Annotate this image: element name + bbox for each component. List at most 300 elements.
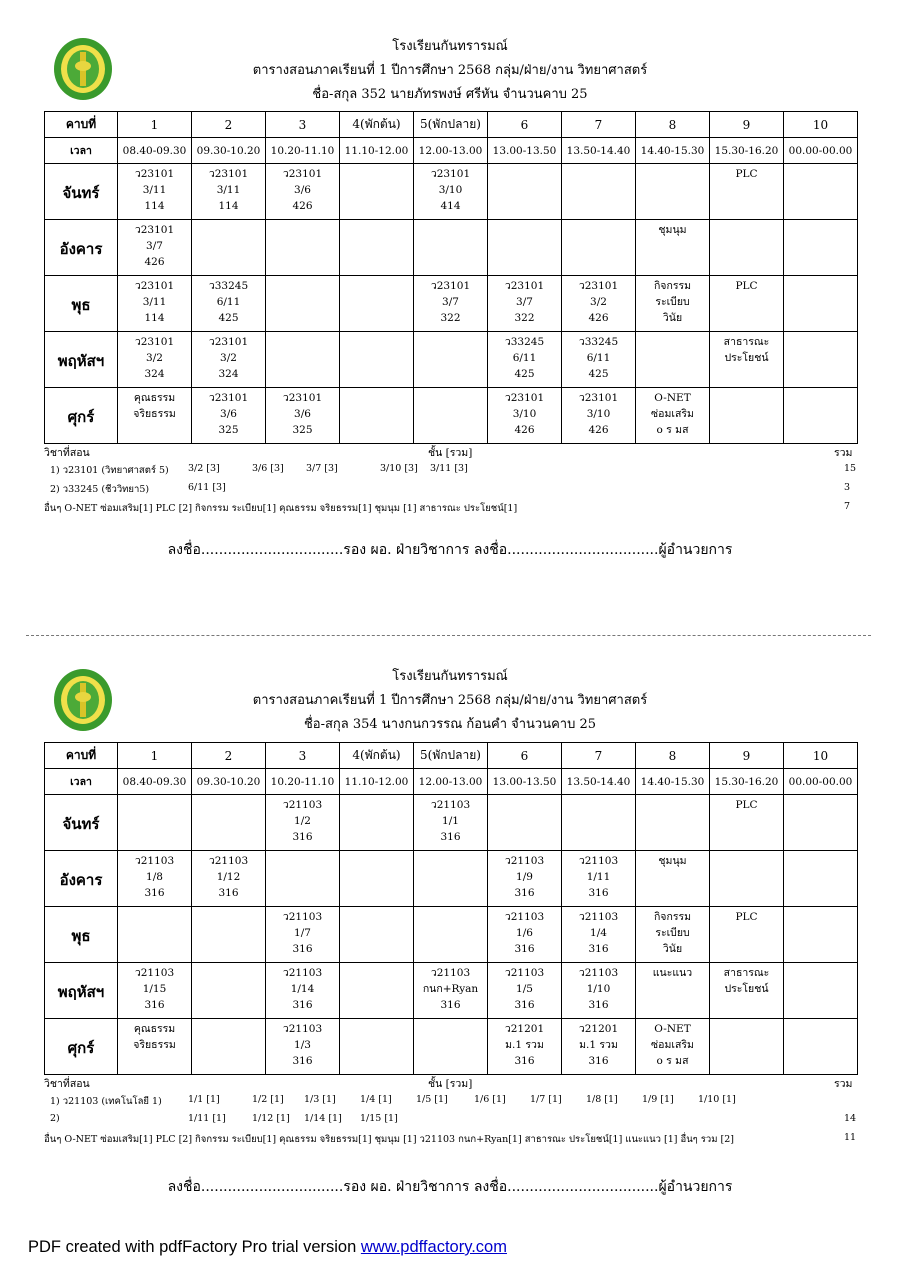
period-time: 13.00-13.50 bbox=[488, 138, 562, 164]
cell-line: 425 bbox=[514, 368, 535, 380]
cell-line: ว21103 bbox=[578, 911, 619, 923]
schedule-cell bbox=[266, 388, 340, 444]
cell-line: ชุมนุม bbox=[658, 224, 687, 236]
cell-line: 114 bbox=[218, 200, 239, 212]
period-number: 1 bbox=[118, 743, 192, 769]
cell-line: ว33245 bbox=[504, 336, 545, 348]
schedule-cell bbox=[340, 164, 414, 220]
summary-class: 1/10 [1] bbox=[698, 1094, 736, 1105]
schedule-cell bbox=[562, 220, 636, 276]
period-number: 8 bbox=[636, 112, 710, 138]
schedule-cell bbox=[118, 332, 192, 388]
schedule-cell bbox=[192, 795, 266, 851]
schedule-cell bbox=[414, 276, 488, 332]
schedule-cell bbox=[710, 1019, 784, 1075]
schedule-cell bbox=[192, 276, 266, 332]
cell-line: PLC bbox=[735, 799, 758, 811]
schedule-cell bbox=[784, 907, 858, 963]
period-time: 11.10-12.00 bbox=[340, 769, 414, 795]
cell-line: ว21103 bbox=[578, 967, 619, 979]
schedule-cell bbox=[488, 220, 562, 276]
cell-line: ว21103 bbox=[282, 967, 323, 979]
cell-line: PLC bbox=[735, 911, 758, 923]
schedule-cell bbox=[784, 388, 858, 444]
timetable-subtitle: ตารางสอนภาคเรียนที่ 1 ปีการศึกษา 2568 กลุ่ม/ฝ่าย/งาน วิทยาศาสตร์ bbox=[252, 63, 648, 78]
cell-line: 1/5 bbox=[516, 983, 533, 995]
schedule-cell bbox=[266, 220, 340, 276]
schedule-cell bbox=[340, 276, 414, 332]
summary-class: 6/11 [3] bbox=[188, 482, 226, 493]
period-header-row bbox=[45, 743, 858, 769]
schedule-cell bbox=[118, 963, 192, 1019]
period-number: 4(พักต้น) bbox=[340, 112, 414, 138]
cell-line: จริยธรรม bbox=[133, 1039, 176, 1051]
cell-line: 316 bbox=[292, 943, 313, 955]
schedule-cell bbox=[636, 164, 710, 220]
cell-line: ว21103 bbox=[504, 967, 545, 979]
schedule-cell bbox=[192, 332, 266, 388]
period-number: 2 bbox=[192, 743, 266, 769]
summary-class: 1/5 [1] bbox=[416, 1094, 448, 1105]
period-time: 09.30-10.20 bbox=[192, 138, 266, 164]
cell-line: ว21103 bbox=[282, 911, 323, 923]
schedule-cell bbox=[340, 795, 414, 851]
cell-line: ว21103 bbox=[134, 855, 175, 867]
schedule-cell bbox=[562, 907, 636, 963]
schedule-cell bbox=[710, 795, 784, 851]
cell-line: ว21201 bbox=[578, 1023, 619, 1035]
schedule-cell bbox=[784, 795, 858, 851]
cell-line: O-NET bbox=[654, 392, 691, 404]
day-name: ศุกร์ bbox=[45, 1019, 118, 1075]
cell-line: ประโยชน์ bbox=[724, 983, 769, 995]
cell-line: ว23101 bbox=[208, 168, 249, 180]
day-row bbox=[45, 164, 858, 220]
cell-line: ว21103 bbox=[430, 967, 471, 979]
day-name: จันทร์ bbox=[45, 164, 118, 220]
day-name: อังคาร bbox=[45, 220, 118, 276]
summary-total: 11 bbox=[844, 1132, 857, 1143]
schedule-cell bbox=[562, 276, 636, 332]
summary-header-subject: วิชาที่สอน bbox=[44, 447, 90, 459]
cell-line: 426 bbox=[588, 312, 609, 324]
schedule-cell bbox=[340, 907, 414, 963]
schedule-cell bbox=[192, 220, 266, 276]
cell-line: ว23101 bbox=[282, 392, 323, 404]
period-number: 6 bbox=[488, 112, 562, 138]
period-number: 3 bbox=[266, 112, 340, 138]
cell-line: O-NET bbox=[654, 1023, 691, 1035]
summary-class: 3/7 [3] bbox=[306, 463, 338, 474]
pdffactory-link[interactable]: www.pdffactory.com bbox=[360, 1238, 507, 1256]
period-time: 12.00-13.00 bbox=[414, 769, 488, 795]
timetable-grid bbox=[44, 742, 858, 1075]
cell-line: ว23101 bbox=[504, 280, 545, 292]
cell-line: 3/7 bbox=[516, 296, 533, 308]
teacher-line: ชื่อ-สกุล 352 นายภัทรพงษ์ ศรีหัน จำนวนคาบ 25 bbox=[312, 87, 588, 102]
day-row bbox=[45, 220, 858, 276]
day-name: พฤหัสฯ bbox=[45, 963, 118, 1019]
schedule-cell bbox=[414, 795, 488, 851]
schedule-cell bbox=[710, 963, 784, 1019]
cell-line: 6/11 bbox=[216, 296, 241, 308]
schedule-cell bbox=[710, 164, 784, 220]
cell-line: 324 bbox=[218, 368, 239, 380]
cell-line: วินัย bbox=[662, 943, 683, 955]
summary-total: 3 bbox=[844, 482, 851, 493]
cell-line: PLC bbox=[735, 280, 758, 292]
schedule-cell bbox=[636, 795, 710, 851]
period-time: 13.50-14.40 bbox=[562, 769, 636, 795]
cell-line: 316 bbox=[440, 999, 461, 1011]
period-time: 15.30-16.20 bbox=[710, 769, 784, 795]
period-number: 8 bbox=[636, 743, 710, 769]
cell-line: ว23101 bbox=[134, 224, 175, 236]
timetable-grid bbox=[44, 111, 858, 444]
summary-total: 14 bbox=[844, 1113, 857, 1124]
cell-line: 3/7 bbox=[442, 296, 459, 308]
schedule-cell bbox=[118, 164, 192, 220]
schedule-cell bbox=[414, 332, 488, 388]
summary-class: 3/11 [3] bbox=[430, 463, 468, 474]
cell-line: ว23101 bbox=[282, 168, 323, 180]
period-number: 9 bbox=[710, 112, 784, 138]
summary-class: 1/11 [1] bbox=[188, 1113, 226, 1124]
cell-line: ระเบียบ bbox=[655, 927, 690, 939]
cell-line: 322 bbox=[440, 312, 461, 324]
schedule-cell bbox=[784, 220, 858, 276]
cell-line: 1/14 bbox=[290, 983, 315, 995]
period-time: 13.50-14.40 bbox=[562, 138, 636, 164]
summary-class: 3/10 [3] bbox=[380, 463, 418, 474]
cell-line: 316 bbox=[514, 1055, 535, 1067]
cell-line: ว23101 bbox=[578, 392, 619, 404]
cell-line: ม.1 รวม bbox=[579, 1039, 618, 1051]
schedule-cell bbox=[192, 963, 266, 1019]
cell-line: o ร มส bbox=[656, 424, 689, 436]
period-time: 13.00-13.50 bbox=[488, 769, 562, 795]
schedule-cell bbox=[340, 332, 414, 388]
cell-line: 1/1 bbox=[442, 815, 459, 827]
day-name: ศุกร์ bbox=[45, 388, 118, 444]
day-name: พุธ bbox=[45, 276, 118, 332]
cell-line: 316 bbox=[514, 943, 535, 955]
cell-line: 316 bbox=[588, 943, 609, 955]
cell-line: ว23101 bbox=[430, 168, 471, 180]
summary-class: 1/3 [1] bbox=[304, 1094, 336, 1105]
schedule-cell bbox=[636, 388, 710, 444]
teaching-summary bbox=[44, 441, 855, 517]
summary-class: 1/4 [1] bbox=[360, 1094, 392, 1105]
cell-line: ซ่อมเสริม bbox=[651, 1039, 694, 1051]
summary-subject: 1) ว21103 (เทคโนโลยี 1) bbox=[50, 1096, 162, 1107]
schedule-cell bbox=[488, 907, 562, 963]
schedule-cell bbox=[266, 164, 340, 220]
schedule-cell bbox=[118, 220, 192, 276]
schedule-cell bbox=[636, 1019, 710, 1075]
summary-subject: อื่นๆ O-NET ซ่อมเสริม[1] PLC [2] กิจกรรม ระเบียบ[1] คุณธรรม จริยธรรม[1] ชุมนุม [1] สาธารณะ ประโยชน์[1] bbox=[44, 503, 518, 514]
cell-line: 1/15 bbox=[142, 983, 167, 995]
cell-line: 3/6 bbox=[294, 408, 311, 420]
period-time: 10.20-11.10 bbox=[266, 769, 340, 795]
schedule-cell bbox=[488, 851, 562, 907]
cell-line: สาธารณะ bbox=[723, 967, 770, 979]
schedule-cell bbox=[488, 164, 562, 220]
summary-class: 1/1 [1] bbox=[188, 1094, 220, 1105]
period-number: 10 bbox=[784, 743, 858, 769]
cell-line: PLC bbox=[735, 168, 758, 180]
cell-line: ว21103 bbox=[282, 1023, 323, 1035]
cell-line: ว21103 bbox=[430, 799, 471, 811]
signature-line: ลงชื่อ................................รอง ผอ. ฝ่ายวิชาการ ลงชื่อ..................................ผู้อำนวยการ bbox=[167, 542, 733, 558]
period-number: 1 bbox=[118, 112, 192, 138]
period-time: 12.00-13.00 bbox=[414, 138, 488, 164]
cell-line: 1/11 bbox=[586, 871, 611, 883]
schedule-cell bbox=[414, 1019, 488, 1075]
schedule-cell bbox=[414, 164, 488, 220]
footer-text: PDF created with pdfFactory Pro trial version bbox=[28, 1238, 361, 1256]
schedule-cell bbox=[710, 388, 784, 444]
cell-line: วินัย bbox=[662, 312, 683, 324]
day-row bbox=[45, 851, 858, 907]
summary-class: 1/6 [1] bbox=[474, 1094, 506, 1105]
schedule-cell bbox=[266, 907, 340, 963]
cell-line: ว23101 bbox=[578, 280, 619, 292]
schedule-cell bbox=[340, 220, 414, 276]
schedule-cell bbox=[636, 276, 710, 332]
period-time: 00.00-00.00 bbox=[784, 138, 858, 164]
school-name: โรงเรียนกันทรารมณ์ bbox=[392, 669, 508, 684]
schedule-cell bbox=[192, 851, 266, 907]
cell-line: ว33245 bbox=[208, 280, 249, 292]
schedule-cell bbox=[192, 388, 266, 444]
teaching-summary bbox=[44, 1072, 855, 1148]
cell-line: 325 bbox=[218, 424, 239, 436]
cell-line: ว33245 bbox=[578, 336, 619, 348]
cell-line: ว23101 bbox=[208, 392, 249, 404]
schedule-cell bbox=[562, 164, 636, 220]
summary-header-subject: วิชาที่สอน bbox=[44, 1078, 90, 1090]
time-row bbox=[45, 138, 858, 164]
schedule-cell bbox=[266, 276, 340, 332]
cell-line: ว23101 bbox=[430, 280, 471, 292]
schedule-cell bbox=[266, 332, 340, 388]
summary-header-classes: ชั้น [รวม] bbox=[428, 447, 473, 459]
cell-line: 316 bbox=[514, 999, 535, 1011]
cell-line: 3/11 bbox=[142, 184, 167, 196]
summary-class: 3/6 [3] bbox=[252, 463, 284, 474]
schedule-cell bbox=[784, 1019, 858, 1075]
schedule-cell bbox=[266, 1019, 340, 1075]
period-time: 15.30-16.20 bbox=[710, 138, 784, 164]
schedule-cell bbox=[118, 795, 192, 851]
time-row bbox=[45, 769, 858, 795]
cell-line: ว21103 bbox=[282, 799, 323, 811]
cell-line: 6/11 bbox=[512, 352, 537, 364]
cell-line: 3/2 bbox=[220, 352, 237, 364]
summary-row bbox=[44, 460, 855, 479]
schedule-cell bbox=[266, 851, 340, 907]
cell-line: ว21103 bbox=[578, 855, 619, 867]
summary-class: 3/2 [3] bbox=[188, 463, 220, 474]
period-time: 14.40-15.30 bbox=[636, 138, 710, 164]
schedule-cell bbox=[488, 1019, 562, 1075]
cell-line: 6/11 bbox=[586, 352, 611, 364]
schedule-cell bbox=[118, 276, 192, 332]
cell-line: 426 bbox=[588, 424, 609, 436]
schedule-cell bbox=[118, 851, 192, 907]
schedule-cell bbox=[192, 907, 266, 963]
period-number: 5(พักปลาย) bbox=[414, 112, 488, 138]
period-number: 3 bbox=[266, 743, 340, 769]
day-name: พฤหัสฯ bbox=[45, 332, 118, 388]
summary-row bbox=[44, 498, 855, 517]
cell-line: ว23101 bbox=[134, 336, 175, 348]
cell-line: 316 bbox=[218, 887, 239, 899]
cell-line: 3/6 bbox=[294, 184, 311, 196]
cell-line: 316 bbox=[514, 887, 535, 899]
schedule-cell bbox=[340, 851, 414, 907]
day-row bbox=[45, 332, 858, 388]
period-number: 10 bbox=[784, 112, 858, 138]
cell-line: ว23101 bbox=[134, 280, 175, 292]
cell-line: ว21103 bbox=[208, 855, 249, 867]
signature-line: ลงชื่อ................................รอง ผอ. ฝ่ายวิชาการ ลงชื่อ..................................ผู้อำนวยการ bbox=[167, 1179, 733, 1195]
schedule-cell bbox=[266, 795, 340, 851]
cell-line: 1/2 bbox=[294, 815, 311, 827]
cell-line: 316 bbox=[588, 887, 609, 899]
cell-line: คุณธรรม bbox=[133, 1023, 176, 1035]
schedule-cell bbox=[414, 851, 488, 907]
summary-total: 7 bbox=[844, 501, 851, 512]
summary-header-total: รวม bbox=[834, 447, 853, 459]
period-time: 08.40-09.30 bbox=[118, 769, 192, 795]
schedule-cell bbox=[340, 1019, 414, 1075]
schedule-cell bbox=[636, 963, 710, 1019]
cell-line: 114 bbox=[144, 200, 165, 212]
cell-line: ว21103 bbox=[504, 911, 545, 923]
schedule-cell bbox=[562, 1019, 636, 1075]
period-number: 5(พักปลาย) bbox=[414, 743, 488, 769]
period-number: 7 bbox=[562, 743, 636, 769]
timetable-subtitle: ตารางสอนภาคเรียนที่ 1 ปีการศึกษา 2568 กลุ่ม/ฝ่าย/งาน วิทยาศาสตร์ bbox=[252, 693, 648, 708]
cell-line: 325 bbox=[292, 424, 313, 436]
period-header-row bbox=[45, 112, 858, 138]
schedule-cell bbox=[562, 795, 636, 851]
summary-total: 15 bbox=[844, 463, 857, 474]
cell-line: 114 bbox=[144, 312, 165, 324]
cell-line: กิจกรรม bbox=[653, 280, 692, 292]
period-time: 08.40-09.30 bbox=[118, 138, 192, 164]
period-time: 11.10-12.00 bbox=[340, 138, 414, 164]
schedule-cell bbox=[488, 332, 562, 388]
cell-line: 1/12 bbox=[216, 871, 241, 883]
period-label: คาบที่ bbox=[45, 743, 118, 769]
summary-row bbox=[44, 1110, 855, 1129]
cell-line: คุณธรรม bbox=[133, 392, 176, 404]
cell-line: ว21103 bbox=[134, 967, 175, 979]
schedule-cell bbox=[784, 332, 858, 388]
cell-line: 316 bbox=[144, 999, 165, 1011]
schedule-cell bbox=[266, 963, 340, 1019]
period-time: 00.00-00.00 bbox=[784, 769, 858, 795]
day-name: จันทร์ bbox=[45, 795, 118, 851]
period-number: 4(พักต้น) bbox=[340, 743, 414, 769]
schedule-cell bbox=[636, 851, 710, 907]
schedule-cell bbox=[784, 276, 858, 332]
cell-line: สาธารณะ bbox=[723, 336, 770, 348]
day-row bbox=[45, 907, 858, 963]
cell-line: 316 bbox=[440, 831, 461, 843]
summary-row bbox=[44, 479, 855, 498]
cell-line: 414 bbox=[440, 200, 461, 212]
cell-line: 1/9 bbox=[516, 871, 533, 883]
summary-header bbox=[44, 441, 855, 460]
cell-line: 3/11 bbox=[216, 184, 241, 196]
period-number: 6 bbox=[488, 743, 562, 769]
period-time: 14.40-15.30 bbox=[636, 769, 710, 795]
cell-line: 316 bbox=[292, 999, 313, 1011]
schedule-cell bbox=[192, 1019, 266, 1075]
summary-subject: 2) bbox=[50, 1113, 60, 1124]
schedule-cell bbox=[710, 220, 784, 276]
cell-line: ระเบียบ bbox=[655, 296, 690, 308]
cell-line: 1/6 bbox=[516, 927, 533, 939]
schedule-cell bbox=[784, 164, 858, 220]
cell-line: 426 bbox=[292, 200, 313, 212]
pdf-footer bbox=[28, 1238, 507, 1257]
cell-line: 1/8 bbox=[146, 871, 163, 883]
day-row bbox=[45, 1019, 858, 1075]
summary-row bbox=[44, 1091, 855, 1110]
schedule-cell bbox=[710, 276, 784, 332]
period-time: 10.20-11.10 bbox=[266, 138, 340, 164]
summary-class: 1/7 [1] bbox=[530, 1094, 562, 1105]
cell-line: 426 bbox=[514, 424, 535, 436]
summary-class: 1/15 [1] bbox=[360, 1113, 398, 1124]
cell-line: ว21201 bbox=[504, 1023, 545, 1035]
summary-class: 1/14 [1] bbox=[304, 1113, 342, 1124]
summary-class: 1/9 [1] bbox=[642, 1094, 674, 1105]
period-label: คาบที่ bbox=[45, 112, 118, 138]
cell-line: 3/6 bbox=[220, 408, 237, 420]
day-row bbox=[45, 276, 858, 332]
cell-line: ม.1 รวม bbox=[505, 1039, 544, 1051]
schedule-cell bbox=[488, 795, 562, 851]
cell-line: 3/10 bbox=[438, 184, 463, 196]
cell-line: 1/10 bbox=[586, 983, 611, 995]
schedule-cell bbox=[118, 1019, 192, 1075]
period-number: 2 bbox=[192, 112, 266, 138]
schedule-cell bbox=[636, 907, 710, 963]
cell-line: 324 bbox=[144, 368, 165, 380]
timetable-sheet-1 bbox=[0, 0, 900, 635]
schedule-cell bbox=[118, 388, 192, 444]
cell-line: ว21103 bbox=[504, 855, 545, 867]
period-number: 7 bbox=[562, 112, 636, 138]
schedule-cell bbox=[784, 963, 858, 1019]
cell-line: 426 bbox=[144, 256, 165, 268]
day-row bbox=[45, 795, 858, 851]
cell-line: o ร มส bbox=[656, 1055, 689, 1067]
summary-header-classes: ชั้น [รวม] bbox=[428, 1078, 473, 1090]
schedule-cell bbox=[340, 388, 414, 444]
cell-line: 3/10 bbox=[512, 408, 537, 420]
cell-line: 1/4 bbox=[590, 927, 607, 939]
cell-line: 316 bbox=[292, 831, 313, 843]
day-name: พุธ bbox=[45, 907, 118, 963]
cell-line: 3/2 bbox=[146, 352, 163, 364]
